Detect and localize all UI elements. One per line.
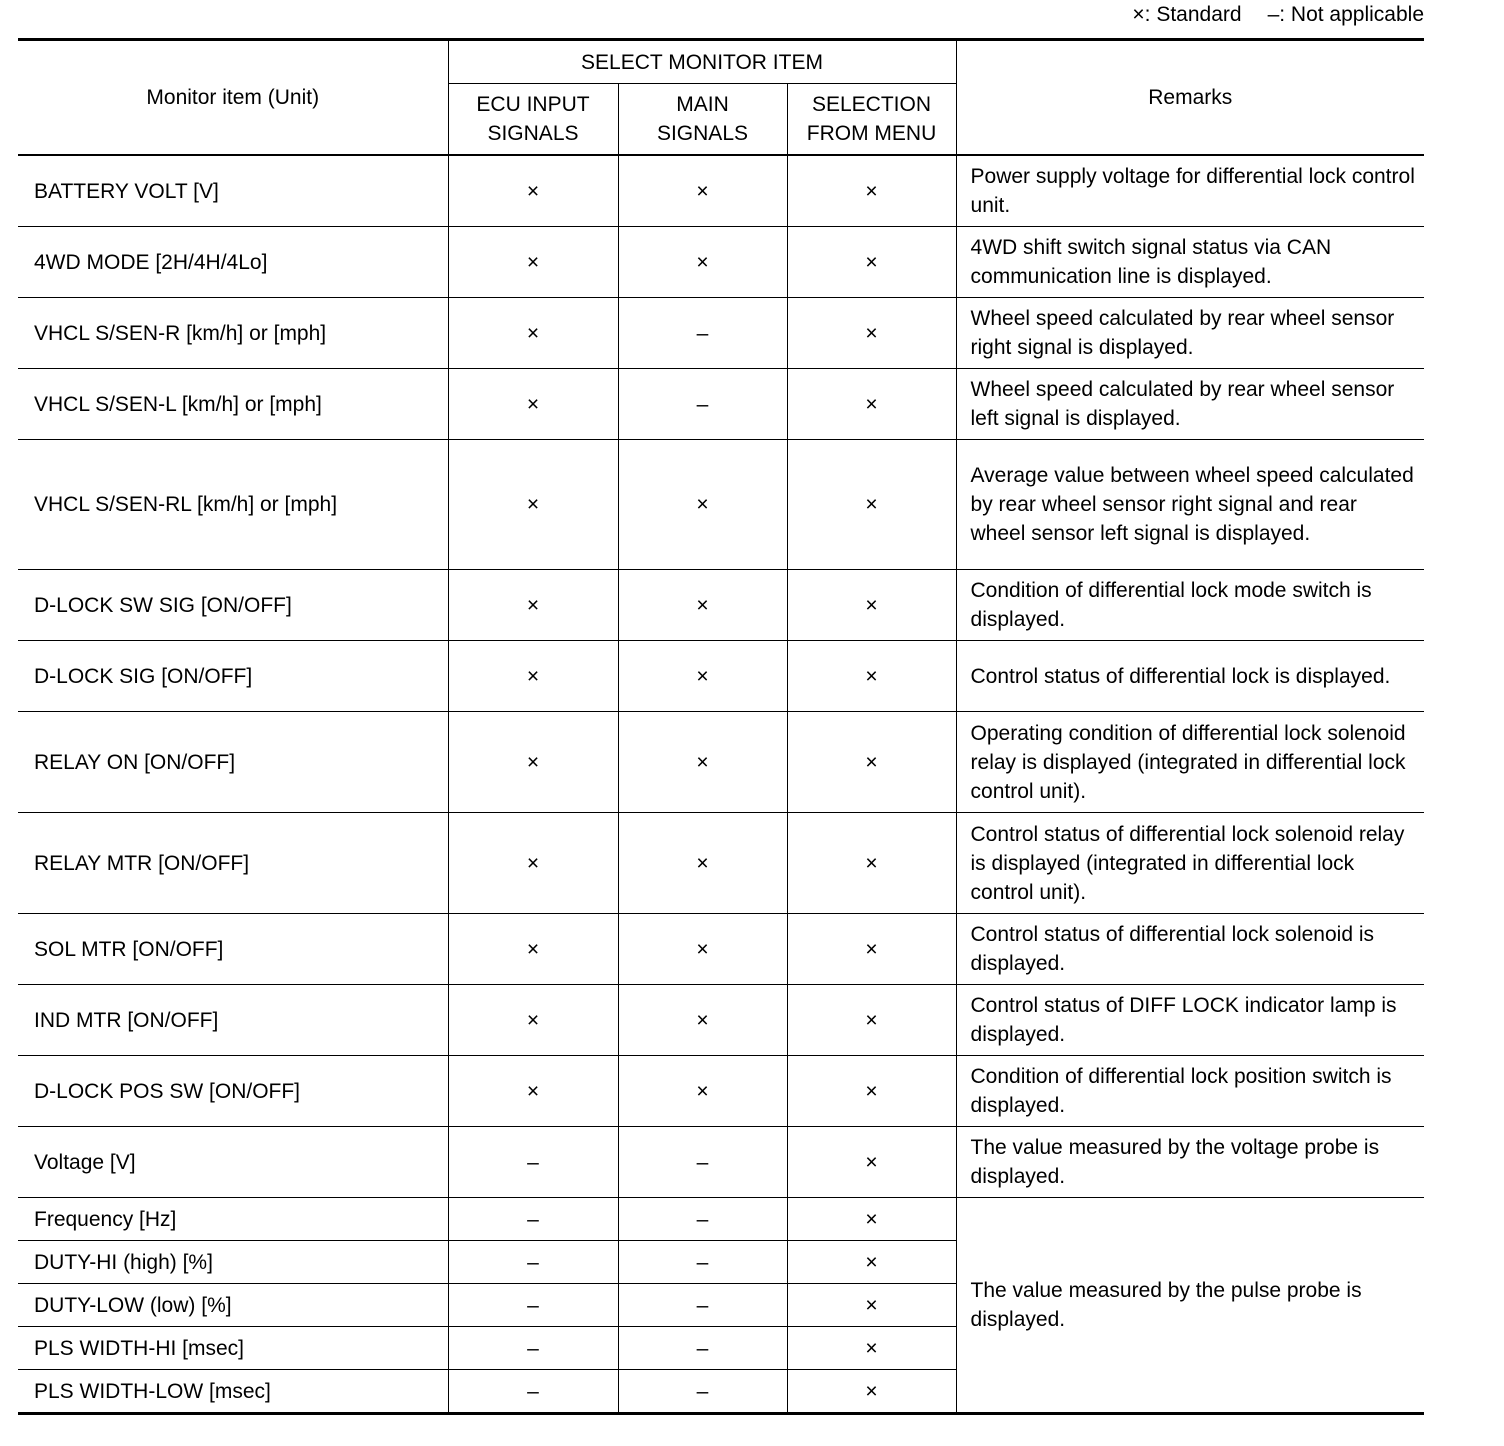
ecu-input-mark: ×	[448, 155, 618, 227]
main-signals-mark: ×	[618, 570, 787, 641]
ecu-input-mark: ×	[448, 570, 618, 641]
main-signals-mark: ×	[618, 985, 787, 1056]
table-row	[18, 1056, 1424, 1127]
selection-mark: ×	[787, 1056, 956, 1127]
ecu-input-mark: ×	[448, 641, 618, 712]
monitor-item-cell: D-LOCK SIG [ON/OFF]	[18, 641, 448, 712]
ecu-input-mark: –	[448, 1198, 618, 1241]
remarks-cell: Control status of differential lock is displayed.	[956, 641, 1424, 712]
selection-mark: ×	[787, 1198, 956, 1241]
ecu-input-mark: ×	[448, 1056, 618, 1127]
ecu-input-mark: ×	[448, 298, 618, 369]
selection-mark: ×	[787, 1284, 956, 1327]
remarks-cell: Average value between wheel speed calculated by rear wheel sensor right signal and rear wheel sensor left signal is displayed.	[956, 440, 1424, 570]
selection-mark: ×	[787, 1127, 956, 1198]
ecu-input-mark: –	[448, 1241, 618, 1284]
monitor-item-cell: RELAY ON [ON/OFF]	[18, 712, 448, 813]
selection-mark: ×	[787, 298, 956, 369]
monitor-item-cell: VHCL S/SEN-RL [km/h] or [mph]	[18, 440, 448, 570]
ecu-input-mark: ×	[448, 914, 618, 985]
selection-mark: ×	[787, 440, 956, 570]
table-header	[18, 40, 1424, 156]
remarks-cell: Wheel speed calculated by rear wheel sensor right signal is displayed.	[956, 298, 1424, 369]
table-row	[18, 641, 1424, 712]
table-body	[18, 155, 1424, 1414]
selection-mark: ×	[787, 369, 956, 440]
ecu-input-mark: ×	[448, 712, 618, 813]
table-row	[18, 440, 1424, 570]
remarks-cell: The value measured by the voltage probe is displayed.	[956, 1127, 1424, 1198]
remarks-cell: Control status of DIFF LOCK indicator lamp is displayed.	[956, 985, 1424, 1056]
ecu-input-mark: –	[448, 1284, 618, 1327]
main-signals-mark: –	[618, 369, 787, 440]
selection-mark: ×	[787, 1370, 956, 1414]
monitor-item-cell: Voltage [V]	[18, 1127, 448, 1198]
table-row	[18, 985, 1424, 1056]
main-signals-mark: ×	[618, 227, 787, 298]
header-select-monitor-item: SELECT MONITOR ITEM	[448, 40, 956, 84]
selection-mark: ×	[787, 712, 956, 813]
main-signals-mark: –	[618, 1284, 787, 1327]
main-signals-mark: ×	[618, 813, 787, 914]
main-signals-mark: –	[618, 1198, 787, 1241]
remarks-cell: Control status of differential lock solenoid is displayed.	[956, 914, 1424, 985]
ecu-input-mark: ×	[448, 440, 618, 570]
selection-mark: ×	[787, 227, 956, 298]
main-signals-mark: ×	[618, 155, 787, 227]
monitor-item-cell: DUTY-LOW (low) [%]	[18, 1284, 448, 1327]
main-signals-mark: ×	[618, 914, 787, 985]
monitor-item-cell: RELAY MTR [ON/OFF]	[18, 813, 448, 914]
header-remarks: Remarks	[956, 40, 1424, 156]
selection-mark: ×	[787, 985, 956, 1056]
monitor-item-cell: D-LOCK POS SW [ON/OFF]	[18, 1056, 448, 1127]
ecu-input-mark: –	[448, 1370, 618, 1414]
remarks-cell: Control status of differential lock solenoid relay is displayed (integrated in differential lock control unit).	[956, 813, 1424, 914]
selection-mark: ×	[787, 570, 956, 641]
remarks-cell: Condition of differential lock position switch is displayed.	[956, 1056, 1424, 1127]
ecu-input-mark: ×	[448, 985, 618, 1056]
remarks-cell: Operating condition of differential lock solenoid relay is displayed (integrated in differential lock control unit).	[956, 712, 1424, 813]
monitor-item-cell: 4WD MODE [2H/4H/4Lo]	[18, 227, 448, 298]
ecu-input-mark: –	[448, 1327, 618, 1370]
selection-mark: ×	[787, 1327, 956, 1370]
monitor-item-cell: PLS WIDTH-LOW [msec]	[18, 1370, 448, 1414]
legend	[1132, 2, 1424, 28]
main-signals-mark: ×	[618, 641, 787, 712]
ecu-input-mark: –	[448, 1127, 618, 1198]
main-signals-mark: –	[618, 1327, 787, 1370]
pulse-probe-remarks-cell: The value measured by the pulse probe is displayed.	[956, 1198, 1424, 1414]
monitor-item-cell: IND MTR [ON/OFF]	[18, 985, 448, 1056]
table-row	[18, 227, 1424, 298]
monitor-item-table	[18, 38, 1424, 1415]
main-signals-mark: –	[618, 1127, 787, 1198]
remarks-cell: Condition of differential lock mode switch is displayed.	[956, 570, 1424, 641]
main-signals-mark: ×	[618, 712, 787, 813]
main-signals-mark: –	[618, 1370, 787, 1414]
remarks-cell: Wheel speed calculated by rear wheel sensor left signal is displayed.	[956, 369, 1424, 440]
monitor-item-cell: Frequency [Hz]	[18, 1198, 448, 1241]
selection-mark: ×	[787, 914, 956, 985]
monitor-item-cell: SOL MTR [ON/OFF]	[18, 914, 448, 985]
table-row	[18, 570, 1424, 641]
remarks-cell: 4WD shift switch signal status via CAN communication line is displayed.	[956, 227, 1424, 298]
header-main-signals: MAIN SIGNALS	[618, 84, 787, 156]
table-row	[18, 155, 1424, 227]
monitor-item-cell: BATTERY VOLT [V]	[18, 155, 448, 227]
header-ecu-input-signals: ECU INPUT SIGNALS	[448, 84, 618, 156]
ecu-input-mark: ×	[448, 227, 618, 298]
main-signals-mark: ×	[618, 1056, 787, 1127]
monitor-item-cell: VHCL S/SEN-R [km/h] or [mph]	[18, 298, 448, 369]
table-row	[18, 712, 1424, 813]
remarks-cell: Power supply voltage for differential lock control unit.	[956, 155, 1424, 227]
table-row	[18, 1198, 1424, 1241]
monitor-item-cell: PLS WIDTH-HI [msec]	[18, 1327, 448, 1370]
monitor-item-cell: VHCL S/SEN-L [km/h] or [mph]	[18, 369, 448, 440]
table-row	[18, 813, 1424, 914]
main-signals-mark: ×	[618, 440, 787, 570]
main-signals-mark: –	[618, 298, 787, 369]
monitor-item-cell: DUTY-HI (high) [%]	[18, 1241, 448, 1284]
table-row	[18, 369, 1424, 440]
main-signals-mark: –	[618, 1241, 787, 1284]
ecu-input-mark: ×	[448, 813, 618, 914]
header-monitor-item: Monitor item (Unit)	[18, 40, 448, 156]
legend-not-applicable: –: Not applicable	[1267, 3, 1424, 26]
table-row	[18, 914, 1424, 985]
selection-mark: ×	[787, 641, 956, 712]
header-selection-from-menu: SELECTION FROM MENU	[787, 84, 956, 156]
legend-standard: ×: Standard	[1132, 3, 1242, 26]
ecu-input-mark: ×	[448, 369, 618, 440]
table-row	[18, 1127, 1424, 1198]
selection-mark: ×	[787, 155, 956, 227]
selection-mark: ×	[787, 1241, 956, 1284]
table-row	[18, 298, 1424, 369]
monitor-item-cell: D-LOCK SW SIG [ON/OFF]	[18, 570, 448, 641]
selection-mark: ×	[787, 813, 956, 914]
